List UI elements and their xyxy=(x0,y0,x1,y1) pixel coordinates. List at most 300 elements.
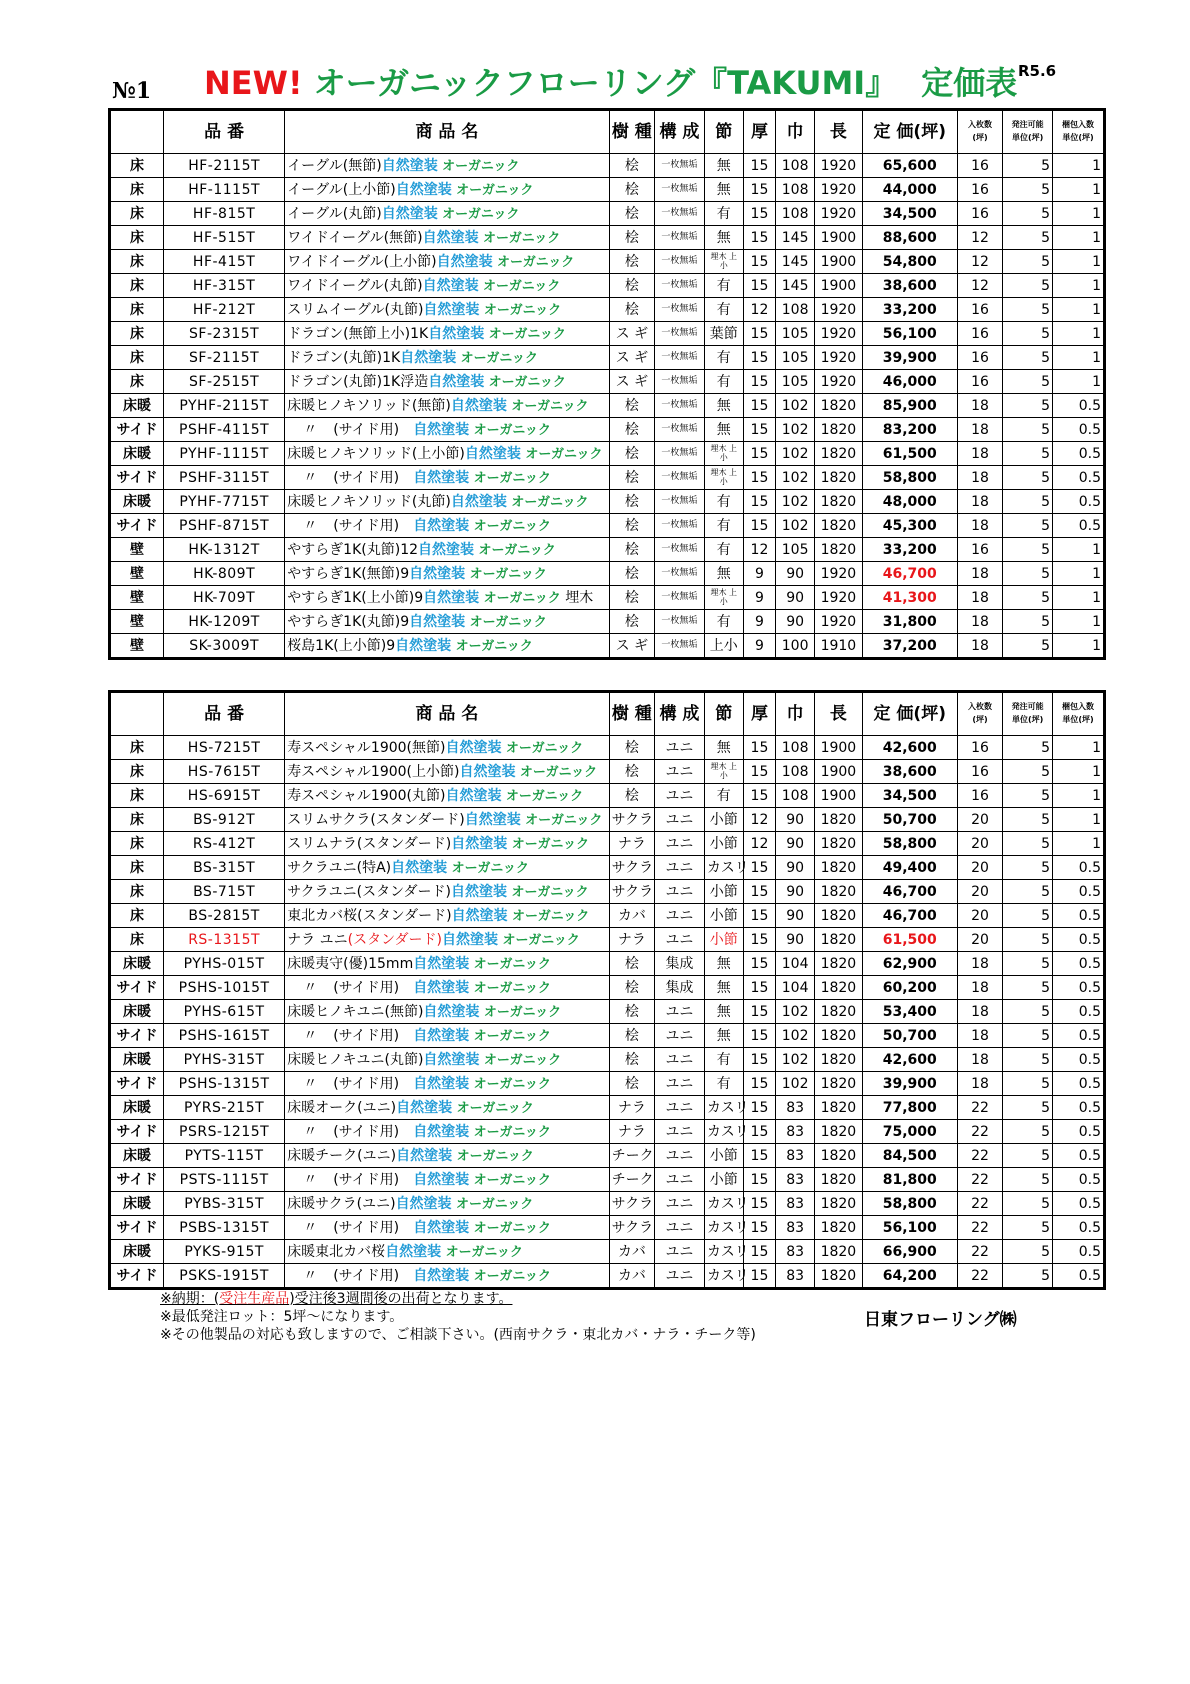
row-wood: 桧 xyxy=(609,1072,654,1096)
row-pack: 1 xyxy=(1053,226,1105,250)
row-paint: 自然塗装 xyxy=(423,589,480,606)
row-price: 77,800 xyxy=(862,1096,957,1120)
row-lot: 5 xyxy=(1003,490,1053,514)
row-length: 1920 xyxy=(815,202,863,226)
row-code: BS-912T xyxy=(164,808,285,832)
row-name xyxy=(285,928,609,952)
row-paint: 自然塗装 xyxy=(423,1003,480,1020)
row-width: 83 xyxy=(776,1096,815,1120)
row-qty: 16 xyxy=(957,370,1002,394)
header-width: 巾 xyxy=(776,692,815,736)
row-wood: サクラ xyxy=(609,856,654,880)
row-structure: 一枚無垢 xyxy=(655,250,705,274)
row-qty: 18 xyxy=(957,442,1002,466)
row-ditto: 〃 xyxy=(303,469,318,486)
row-code: PSRS-1215T xyxy=(164,1120,285,1144)
row-organic: オーガニック xyxy=(442,206,520,222)
row-organic: オーガニック xyxy=(483,278,561,294)
row-wood: ナラ xyxy=(609,832,654,856)
row-knot: カスリ xyxy=(704,856,743,880)
row-knot: 葉節 xyxy=(704,322,743,346)
row-type: 床 xyxy=(110,202,164,226)
header-code: 品 番 xyxy=(164,110,285,154)
row-type: 床暖 xyxy=(110,1096,164,1120)
row-price: 58,800 xyxy=(862,466,957,490)
table-row xyxy=(110,250,1105,274)
row-code: PSTS-1115T xyxy=(164,1168,285,1192)
row-ditto: 〃 xyxy=(303,1123,318,1140)
row-price: 48,000 xyxy=(862,490,957,514)
row-paint: 自然塗装 xyxy=(451,835,508,852)
row-lot: 5 xyxy=(1003,1120,1053,1144)
row-price: 41,300 xyxy=(862,586,957,610)
row-pack: 0.5 xyxy=(1053,490,1105,514)
row-qty: 16 xyxy=(957,298,1002,322)
row-organic: オーガニック xyxy=(473,1268,551,1284)
row-code: SF-2515T xyxy=(164,370,285,394)
row-qty: 20 xyxy=(957,832,1002,856)
row-pack: 0.5 xyxy=(1053,856,1105,880)
row-qty: 22 xyxy=(957,1192,1002,1216)
row-knot: 有 xyxy=(704,274,743,298)
row-qty: 18 xyxy=(957,1024,1002,1048)
row-length: 1820 xyxy=(815,1096,863,1120)
row-code: PYHS-615T xyxy=(164,1000,285,1024)
row-wood: 桧 xyxy=(609,298,654,322)
row-knot: 小節 xyxy=(704,880,743,904)
row-lot: 5 xyxy=(1003,298,1053,322)
row-name xyxy=(285,1024,609,1048)
row-thickness: 15 xyxy=(743,250,775,274)
row-type: 床 xyxy=(110,298,164,322)
row-wood: 桧 xyxy=(609,736,654,760)
row-price: 88,600 xyxy=(862,226,957,250)
row-width: 102 xyxy=(776,1072,815,1096)
row-wood: ナラ xyxy=(609,928,654,952)
row-knot: 無 xyxy=(704,736,743,760)
header-pack-line2: 単位(坪) xyxy=(1062,715,1094,724)
row-price: 34,500 xyxy=(862,202,957,226)
row-qty: 16 xyxy=(957,538,1002,562)
header-wood: 樹 種 xyxy=(609,692,654,736)
row-name xyxy=(285,1000,609,1024)
row-code: RS-1315T xyxy=(164,928,285,952)
row-width: 102 xyxy=(776,1000,815,1024)
row-name-text: 床暖ヒノキユニ(丸節) xyxy=(287,1051,424,1068)
row-knot: 有 xyxy=(704,1048,743,1072)
row-knot: 無 xyxy=(704,976,743,1000)
row-code: PYHF-7715T xyxy=(164,490,285,514)
row-thickness: 15 xyxy=(743,784,775,808)
row-name-text: イーグル(無節) xyxy=(287,157,382,174)
row-price: 46,700 xyxy=(862,562,957,586)
table-row xyxy=(110,1072,1105,1096)
header-code: 品 番 xyxy=(164,692,285,736)
row-sub: (サイド用) xyxy=(333,469,400,486)
header-knot: 節 xyxy=(704,110,743,154)
row-name-text: 床暖ヒノキソリッド(丸節) xyxy=(287,493,451,510)
table-row xyxy=(110,1192,1105,1216)
row-qty: 18 xyxy=(957,466,1002,490)
row-name xyxy=(285,322,609,346)
header-qty xyxy=(957,110,1002,154)
table-row xyxy=(110,832,1105,856)
row-price: 58,800 xyxy=(862,1192,957,1216)
row-pack: 0.5 xyxy=(1053,1144,1105,1168)
header-price: 定 価(坪) xyxy=(862,692,957,736)
row-structure: ユニ xyxy=(655,856,705,880)
row-sub: (サイド用) xyxy=(333,979,400,996)
row-price: 50,700 xyxy=(862,808,957,832)
row-organic: オーガニック xyxy=(473,1028,551,1044)
row-type: サイド xyxy=(110,1024,164,1048)
row-name xyxy=(285,226,609,250)
row-sub: (サイド用) xyxy=(333,1171,400,1188)
table-row xyxy=(110,784,1105,808)
row-name xyxy=(285,904,609,928)
table-row xyxy=(110,1168,1105,1192)
row-length: 1820 xyxy=(815,976,863,1000)
header-length: 長 xyxy=(815,692,863,736)
row-price: 33,200 xyxy=(862,298,957,322)
row-paint: 自然塗装 xyxy=(391,859,448,876)
row-knot: カスリ xyxy=(704,1096,743,1120)
header-name: 商 品 名 xyxy=(285,110,609,154)
row-name xyxy=(285,370,609,394)
row-width: 90 xyxy=(776,562,815,586)
row-name-text: ドラゴン(丸節)1K浮造 xyxy=(287,373,429,390)
row-type: サイド xyxy=(110,1120,164,1144)
row-paint: 自然塗装 xyxy=(450,493,507,510)
row-width: 104 xyxy=(776,952,815,976)
row-organic: オーガニック xyxy=(483,302,562,318)
row-lot: 5 xyxy=(1003,610,1053,634)
table-row xyxy=(110,808,1105,832)
row-qty: 18 xyxy=(957,1072,1002,1096)
row-thickness: 15 xyxy=(743,1072,775,1096)
row-lot: 5 xyxy=(1003,1192,1053,1216)
row-pack: 0.5 xyxy=(1053,976,1105,1000)
row-paint: 自然塗装 xyxy=(413,1075,470,1092)
row-wood: 桧 xyxy=(609,154,654,178)
row-width: 102 xyxy=(776,1024,815,1048)
row-width: 90 xyxy=(776,904,815,928)
row-organic: オーガニック xyxy=(511,836,589,852)
row-length: 1820 xyxy=(815,466,863,490)
row-name-red: (スタンダード) xyxy=(347,931,443,948)
row-thickness: 12 xyxy=(743,832,775,856)
row-type: 床 xyxy=(110,250,164,274)
row-paint: 自然塗装 xyxy=(423,301,480,318)
row-wood: 桧 xyxy=(609,178,654,202)
header-struct: 構 成 xyxy=(655,692,705,736)
row-knot: 無 xyxy=(704,226,743,250)
header-width: 巾 xyxy=(776,110,815,154)
row-qty: 22 xyxy=(957,1216,1002,1240)
row-code: PYTS-115T xyxy=(164,1144,285,1168)
row-tail: 埋木 xyxy=(565,589,594,606)
row-thickness: 15 xyxy=(743,346,775,370)
row-name-text: やすらぎ1K(無節)9 xyxy=(287,565,410,582)
row-width: 90 xyxy=(776,856,815,880)
row-knot: 埋木 上小 xyxy=(704,586,743,610)
row-wood: 桧 xyxy=(609,442,654,466)
row-width: 105 xyxy=(776,538,815,562)
row-structure: 一枚無垢 xyxy=(655,610,705,634)
row-lot: 5 xyxy=(1003,928,1053,952)
row-price: 42,600 xyxy=(862,1048,957,1072)
row-thickness: 15 xyxy=(743,154,775,178)
row-thickness: 15 xyxy=(743,1216,775,1240)
row-structure: ユニ xyxy=(655,1048,705,1072)
row-structure: 一枚無垢 xyxy=(655,370,705,394)
row-knot: 有 xyxy=(704,346,743,370)
row-ditto: 〃 xyxy=(303,1171,318,1188)
row-pack: 1 xyxy=(1053,298,1105,322)
table-row xyxy=(110,634,1105,659)
row-length: 1820 xyxy=(815,1120,863,1144)
row-structure: 一枚無垢 xyxy=(655,466,705,490)
row-structure: ユニ xyxy=(655,1120,705,1144)
row-organic: オーガニック xyxy=(483,590,561,606)
row-knot: 有 xyxy=(704,610,743,634)
row-code: PSKS-1915T xyxy=(164,1264,285,1289)
row-name-text: やすらぎ1K(上小節)9 xyxy=(287,589,424,606)
table-row xyxy=(110,1216,1105,1240)
row-knot: 上小 xyxy=(704,634,743,659)
row-type: 床 xyxy=(110,226,164,250)
row-qty: 20 xyxy=(957,856,1002,880)
table-row xyxy=(110,880,1105,904)
row-lot: 5 xyxy=(1003,346,1053,370)
table-row xyxy=(110,736,1105,760)
table-row xyxy=(110,760,1105,784)
row-name xyxy=(285,1144,609,1168)
header-qty-line1: 入枚数 xyxy=(968,702,993,712)
row-width: 145 xyxy=(776,274,815,298)
header-row xyxy=(110,692,1105,736)
row-qty: 16 xyxy=(957,346,1002,370)
row-code: PYHS-015T xyxy=(164,952,285,976)
row-type: 壁 xyxy=(110,634,164,659)
row-pack: 1 xyxy=(1053,808,1105,832)
row-paint: 自然塗装 xyxy=(445,787,502,804)
header-wood: 樹 種 xyxy=(609,110,654,154)
row-paint: 自然塗装 xyxy=(451,883,507,900)
row-width: 108 xyxy=(776,298,815,322)
row-price: 37,200 xyxy=(862,634,957,659)
row-width: 90 xyxy=(776,610,815,634)
row-lot: 5 xyxy=(1003,514,1053,538)
row-sub: (サイド用) xyxy=(333,1075,400,1092)
row-code: HS-7615T xyxy=(164,760,285,784)
row-length: 1820 xyxy=(815,928,863,952)
row-organic: オーガニック xyxy=(469,614,547,630)
row-length: 1820 xyxy=(815,856,863,880)
row-organic: オーガニック xyxy=(456,182,534,198)
row-name xyxy=(285,1072,609,1096)
row-code: PYHS-315T xyxy=(164,1048,285,1072)
row-type: 壁 xyxy=(110,538,164,562)
row-name xyxy=(285,610,609,634)
row-structure: 一枚無垢 xyxy=(655,586,705,610)
row-structure: ユニ xyxy=(655,1096,705,1120)
header-qty xyxy=(957,692,1002,736)
row-paint: 自然塗装 xyxy=(445,739,502,756)
row-pack: 0.5 xyxy=(1053,1096,1105,1120)
row-organic: オーガニック xyxy=(488,326,566,342)
row-type: 床暖 xyxy=(110,1144,164,1168)
row-length: 1920 xyxy=(815,346,863,370)
row-name-text: サクラユニ(スタンダード) xyxy=(287,883,451,900)
row-sub: (サイド用) xyxy=(333,1027,400,1044)
row-code: HS-6915T xyxy=(164,784,285,808)
row-pack: 1 xyxy=(1053,202,1105,226)
row-thickness: 15 xyxy=(743,760,775,784)
row-knot: カスリ xyxy=(704,1192,743,1216)
row-ditto: 〃 xyxy=(303,1027,318,1044)
row-lot: 5 xyxy=(1003,1264,1053,1289)
row-wood: 桧 xyxy=(609,394,654,418)
row-name-text: スリムイーグル(丸節) xyxy=(287,301,424,318)
row-structure: 一枚無垢 xyxy=(655,490,705,514)
row-thickness: 15 xyxy=(743,1168,775,1192)
row-lot: 5 xyxy=(1003,1168,1053,1192)
row-wood: 桧 xyxy=(609,418,654,442)
row-sub: (サイド用) xyxy=(333,1123,400,1140)
row-length: 1900 xyxy=(815,274,863,298)
row-lot: 5 xyxy=(1003,250,1053,274)
row-type: 床 xyxy=(110,322,164,346)
row-name xyxy=(285,808,609,832)
row-pack: 1 xyxy=(1053,346,1105,370)
row-paint: 自然塗装 xyxy=(395,637,452,654)
row-code: HK-809T xyxy=(164,562,285,586)
row-structure: 一枚無垢 xyxy=(655,634,705,659)
row-price: 53,400 xyxy=(862,1000,957,1024)
row-type: 床 xyxy=(110,154,164,178)
row-thickness: 12 xyxy=(743,808,775,832)
row-thickness: 15 xyxy=(743,1096,775,1120)
row-code: BS-315T xyxy=(164,856,285,880)
row-qty: 12 xyxy=(957,226,1002,250)
row-knot: 埋木 上小 xyxy=(704,442,743,466)
row-type: サイド xyxy=(110,976,164,1000)
row-name-text: 床暖ヒノキソリッド(上小節) xyxy=(287,445,465,462)
row-organic: オーガニック xyxy=(456,1100,534,1116)
row-name-text: 床暖チーク(ユニ) xyxy=(287,1147,397,1164)
row-organic: オーガニック xyxy=(456,1148,534,1164)
row-length: 1900 xyxy=(815,250,863,274)
row-organic: オーガニック xyxy=(473,1172,551,1188)
row-pack: 1 xyxy=(1053,562,1105,586)
row-type: 床 xyxy=(110,274,164,298)
row-knot: 無 xyxy=(704,952,743,976)
row-knot: カスリ xyxy=(704,1240,743,1264)
row-qty: 20 xyxy=(957,904,1002,928)
row-paint: 自然塗装 xyxy=(428,373,485,390)
table-row xyxy=(110,904,1105,928)
row-structure: 一枚無垢 xyxy=(655,154,705,178)
row-name-text: 床暖夷守(優)15mm xyxy=(287,955,414,972)
row-width: 102 xyxy=(776,394,815,418)
row-price: 38,600 xyxy=(862,274,957,298)
row-structure: ユニ xyxy=(655,760,705,784)
row-length: 1820 xyxy=(815,1048,863,1072)
row-name-text: 寿スペシャル1900(無節) xyxy=(287,739,446,756)
row-knot: 小節 xyxy=(704,1168,743,1192)
row-price: 64,200 xyxy=(862,1264,957,1289)
row-paint: 自然塗装 xyxy=(413,469,470,486)
row-thickness: 15 xyxy=(743,1144,775,1168)
table-row xyxy=(110,1240,1105,1264)
row-pack: 0.5 xyxy=(1053,1168,1105,1192)
row-wood: 桧 xyxy=(609,466,654,490)
row-pack: 0.5 xyxy=(1053,1000,1105,1024)
row-organic: オーガニック xyxy=(497,254,575,270)
header-lot xyxy=(1003,110,1053,154)
row-wood: 桧 xyxy=(609,274,654,298)
row-code: HS-7215T xyxy=(164,736,285,760)
row-structure: 一枚無垢 xyxy=(655,538,705,562)
row-length: 1820 xyxy=(815,1192,863,1216)
row-name xyxy=(285,1240,609,1264)
row-pack: 1 xyxy=(1053,634,1105,659)
row-wood: カバ xyxy=(609,1240,654,1264)
row-name xyxy=(285,1264,609,1289)
row-structure: ユニ xyxy=(655,1072,705,1096)
row-paint: 自然塗装 xyxy=(413,517,470,534)
row-wood: 桧 xyxy=(609,1024,654,1048)
row-name-text: ドラゴン(丸節)1K xyxy=(287,349,401,366)
row-paint: 自然塗装 xyxy=(422,277,479,294)
row-width: 83 xyxy=(776,1144,815,1168)
row-width: 102 xyxy=(776,514,815,538)
row-paint: 自然塗装 xyxy=(400,349,457,366)
row-ditto: 〃 xyxy=(303,421,318,438)
row-width: 108 xyxy=(776,154,815,178)
row-length: 1820 xyxy=(815,1240,863,1264)
row-lot: 5 xyxy=(1003,634,1053,659)
row-wood: ス ギ xyxy=(609,322,654,346)
row-price: 45,300 xyxy=(862,514,957,538)
row-wood: チーク xyxy=(609,1144,654,1168)
table-row xyxy=(110,298,1105,322)
row-knot: 無 xyxy=(704,178,743,202)
row-type: 床暖 xyxy=(110,1048,164,1072)
table-row xyxy=(110,610,1105,634)
row-length: 1820 xyxy=(815,880,863,904)
row-structure: ユニ xyxy=(655,1264,705,1289)
row-paint: 自然塗装 xyxy=(451,907,508,924)
row-type: サイド xyxy=(110,418,164,442)
row-qty: 16 xyxy=(957,322,1002,346)
row-structure: 一枚無垢 xyxy=(655,346,705,370)
row-name-text: 寿スペシャル1900(上小節) xyxy=(287,763,460,780)
row-thickness: 15 xyxy=(743,226,775,250)
row-qty: 18 xyxy=(957,634,1002,659)
row-paint: 自然塗装 xyxy=(395,1195,452,1212)
row-pack: 1 xyxy=(1053,274,1105,298)
header-length: 長 xyxy=(815,110,863,154)
row-price: 39,900 xyxy=(862,346,957,370)
row-type: サイド xyxy=(110,1072,164,1096)
header-qty-line2: (坪) xyxy=(972,715,988,724)
row-name xyxy=(285,490,609,514)
row-structure: 一枚無垢 xyxy=(655,418,705,442)
row-pack: 1 xyxy=(1053,538,1105,562)
row-paint: 自然塗装 xyxy=(385,1243,442,1260)
